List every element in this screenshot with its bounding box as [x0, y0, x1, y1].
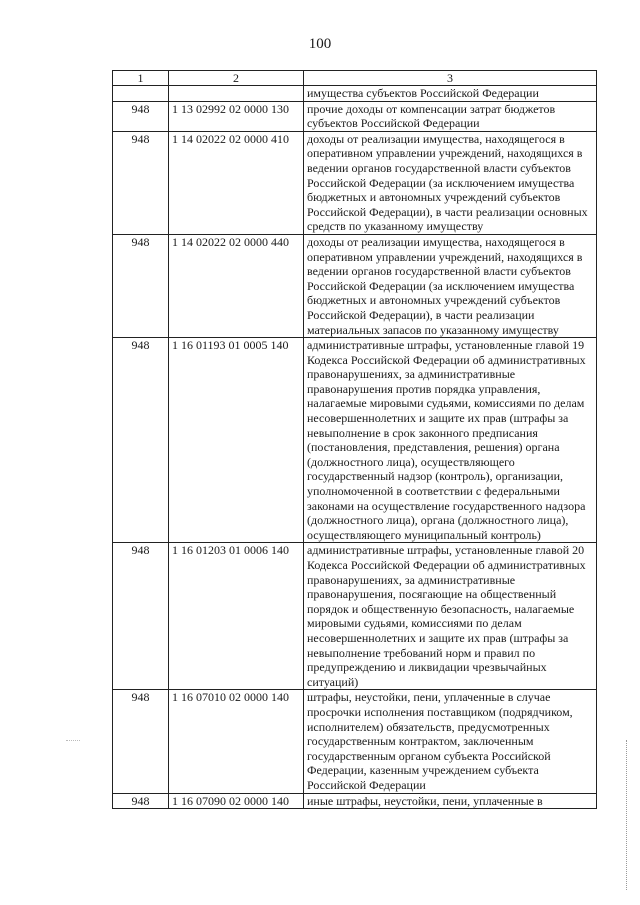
admin-code-cell: 948: [113, 338, 169, 543]
table-row: [113, 338, 597, 543]
table-row: [113, 86, 597, 102]
admin-code-cell: 948: [113, 131, 169, 234]
description-cell: доходы от реализации имущества, находящегося в оперативном управлении учреждений, находящихся в ведении органов государственной власти субъектов Российской Федерации (за исключением имущества бюджетных и автономных учреждений субъектов Российской Федерации), в части реализации материальных запасов по указанному имуществу: [304, 234, 597, 337]
description-cell: административные штрафы, установленные главой 19 Кодекса Российской Федерации об административных правонарушениях, за административные правонарушения против порядка управления, налагаемые мировыми судьями, комиссиями по делам несовершеннолетних и защите их прав (штрафы за невыполнение в срок законного предписания (постановления, представления, решения) органа (должностного лица), осуществляющего государственный надзор (контроль), организации, уполномоченной в соответствии с федеральными законами на осуществление государственного надзора (должностного лица), органа (должностного лица), осуществляющего муниципальный контроль): [304, 338, 597, 543]
admin-code-cell: 948: [113, 543, 169, 690]
description-cell: прочие доходы от компенсации затрат бюджетов субъектов Российской Федерации: [304, 101, 597, 131]
description-cell: административные штрафы, установленные главой 20 Кодекса Российской Федерации об административных правонарушениях, за административные правонарушения, посягающие на общественный порядок и общественную безопасность, налагаемые мировыми судьями, комиссиями по делам несовершеннолетних и защите их прав (штрафы за невыполнение требований норм и правил по предупреждению и ликвидации чрезвычайных ситуаций): [304, 543, 597, 690]
table-row: [113, 131, 597, 234]
budget-code-cell: 1 13 02992 02 0000 130: [169, 101, 304, 131]
table-row: [113, 690, 597, 793]
description-cell: штрафы, неустойки, пени, уплаченные в случае просрочки исполнения поставщиком (подрядчиком, исполнителем) обязательств, предусмотренных государственным контрактом, заключенным государственным органом субъекта Российской Федерации, казенным учреждением субъекта Российской Федерации: [304, 690, 597, 793]
admin-code-cell: [113, 86, 169, 102]
budget-code-cell: 1 16 07090 02 0000 140: [169, 793, 304, 809]
column-header-2: 2: [169, 71, 304, 86]
admin-code-cell: 948: [113, 234, 169, 337]
description-cell: доходы от реализации имущества, находящегося в оперативном управлении учреждений, находящихся в ведении органов государственной власти субъектов Российской Федерации (за исключением имущества бюджетных и автономных учреждений субъектов Российской Федерации), в части реализации основных средств по указанному имуществу: [304, 131, 597, 234]
budget-code-cell: [169, 86, 304, 102]
budget-codes-table: [112, 70, 597, 809]
admin-code-cell: 948: [113, 793, 169, 809]
budget-code-cell: 1 14 02022 02 0000 410: [169, 131, 304, 234]
table-row: [113, 543, 597, 690]
budget-code-cell: 1 16 01193 01 0005 140: [169, 338, 304, 543]
column-header-1: 1: [113, 71, 169, 86]
budget-code-cell: 1 16 01203 01 0006 140: [169, 543, 304, 690]
description-cell: имущества субъектов Российской Федерации: [304, 86, 597, 102]
description-cell: иные штрафы, неустойки, пени, уплаченные в: [304, 793, 597, 809]
table-row: [113, 234, 597, 337]
column-header-3: 3: [304, 71, 597, 86]
table-row: [113, 101, 597, 131]
budget-code-cell: 1 16 07010 02 0000 140: [169, 690, 304, 793]
page-number: 100: [308, 36, 332, 52]
budget-code-cell: 1 14 02022 02 0000 440: [169, 234, 304, 337]
admin-code-cell: 948: [113, 101, 169, 131]
table-header-row: [113, 71, 597, 86]
scan-edge-mark: [626, 740, 628, 890]
table-row: [113, 793, 597, 809]
admin-code-cell: 948: [113, 690, 169, 793]
scan-edge-mark: [66, 740, 80, 742]
